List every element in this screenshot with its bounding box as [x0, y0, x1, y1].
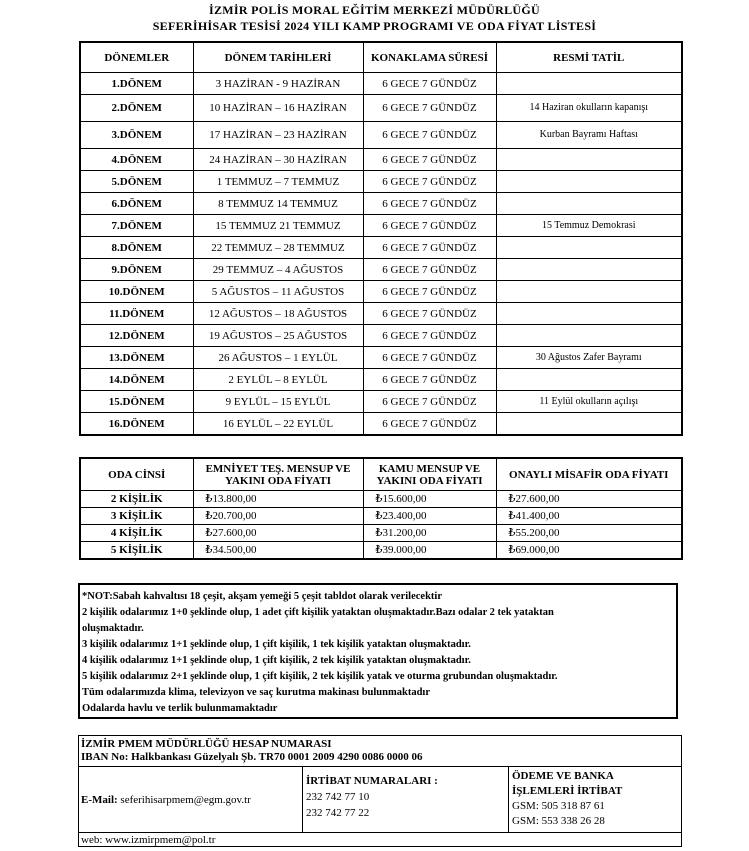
price-row	[80, 525, 682, 542]
note-line: 2 kişilik odalarımız 1+0 şeklinde olup, 1 adet çift kişilik yataktan oluşmaktadır.Bazı odalar 2 tek yataktan	[82, 607, 554, 618]
document-title-line2: SEFERİHİSAR TESİSİ 2024 YILI KAMP PROGRAMI VE ODA FİYAT LİSTESİ	[152, 19, 597, 33]
note-line: *NOT:Sabah kahvaltısı 18 çeşit, akşam yemeği 5 çeşit tabldot olarak verilecektir	[82, 591, 442, 602]
payment-contact-section	[508, 766, 681, 832]
period-name: 11.DÖNEM	[80, 303, 193, 325]
periods-col-header: KONAKLAMA SÜRESİ	[363, 42, 496, 73]
period-row	[80, 122, 682, 149]
room-prices-table	[79, 457, 683, 560]
note-line: Tüm odalarımızda klima, televizyon ve saç kurutma makinası bulunmaktadır	[82, 687, 430, 698]
payment-title: ÖDEME VE BANKA	[512, 770, 614, 782]
price-row	[80, 542, 682, 560]
period-holiday	[496, 369, 682, 391]
price-police: ₺13.800,00	[193, 491, 363, 508]
email-label: E-Mail:	[81, 794, 118, 806]
payment-title: İŞLEMLERİ İRTİBAT	[512, 785, 623, 797]
period-duration: 6 GECE 7 GÜNDÜZ	[363, 73, 496, 95]
period-holiday	[496, 237, 682, 259]
period-duration: 6 GECE 7 GÜNDÜZ	[363, 95, 496, 122]
prices-col-header: EMNİYET TEŞ. MENSUP VE YAKINI ODA FİYATI	[193, 458, 363, 491]
period-dates: 22 TEMMUZ – 28 TEMMUZ	[193, 237, 363, 259]
notes-box	[78, 583, 678, 719]
iban-text: IBAN No: Halkbankası Güzelyalı Şb. TR70 0001 2009 4290 0086 0000 06	[81, 751, 423, 763]
period-duration: 6 GECE 7 GÜNDÜZ	[363, 325, 496, 347]
period-name: 1.DÖNEM	[80, 73, 193, 95]
period-row	[80, 347, 682, 369]
period-holiday	[496, 413, 682, 436]
period-row	[80, 193, 682, 215]
period-dates: 8 TEMMUZ 14 TEMMUZ	[193, 193, 363, 215]
periods-col-header: DÖNEMLER	[80, 42, 193, 73]
period-holiday: 14 Haziran okulların kapanışı	[496, 95, 682, 122]
period-name: 16.DÖNEM	[80, 413, 193, 436]
period-name: 13.DÖNEM	[80, 347, 193, 369]
period-row	[80, 281, 682, 303]
period-dates: 3 HAZİRAN - 9 HAZİRAN	[193, 73, 363, 95]
prices-col-header: ODA CİNSİ	[80, 458, 193, 491]
period-row	[80, 237, 682, 259]
period-row	[80, 413, 682, 436]
period-holiday	[496, 149, 682, 171]
note-line: oluşmaktadır.	[82, 623, 144, 634]
email-link[interactable]: seferihisarpmem@egm.gov.tr	[120, 794, 251, 806]
period-duration: 6 GECE 7 GÜNDÜZ	[363, 193, 496, 215]
price-guest: ₺41.400,00	[496, 508, 682, 525]
period-name: 9.DÖNEM	[80, 259, 193, 281]
period-dates: 9 EYLÜL – 15 EYLÜL	[193, 391, 363, 413]
period-name: 12.DÖNEM	[80, 325, 193, 347]
period-row	[80, 215, 682, 237]
period-name: 7.DÖNEM	[80, 215, 193, 237]
period-duration: 6 GECE 7 GÜNDÜZ	[363, 369, 496, 391]
period-dates: 16 EYLÜL – 22 EYLÜL	[193, 413, 363, 436]
bank-account-section	[79, 736, 681, 766]
period-dates: 2 EYLÜL – 8 EYLÜL	[193, 369, 363, 391]
document-title-line1: İZMİR POLİS MORAL EĞİTİM MERKEZİ MÜDÜRLÜĞÜ	[209, 3, 540, 17]
period-name: 5.DÖNEM	[80, 171, 193, 193]
period-duration: 6 GECE 7 GÜNDÜZ	[363, 171, 496, 193]
period-holiday	[496, 281, 682, 303]
period-holiday	[496, 303, 682, 325]
room-type: 5 KİŞİLİK	[80, 542, 193, 560]
period-row	[80, 149, 682, 171]
phone-number[interactable]: 232 742 77 10	[306, 791, 370, 803]
period-duration: 6 GECE 7 GÜNDÜZ	[363, 303, 496, 325]
room-type: 4 KİŞİLİK	[80, 525, 193, 542]
period-holiday: 30 Ağustos Zafer Bayramı	[496, 347, 682, 369]
period-holiday	[496, 73, 682, 95]
price-row	[80, 508, 682, 525]
period-duration: 6 GECE 7 GÜNDÜZ	[363, 391, 496, 413]
period-name: 8.DÖNEM	[80, 237, 193, 259]
period-name: 6.DÖNEM	[80, 193, 193, 215]
period-dates: 24 HAZİRAN – 30 HAZİRAN	[193, 149, 363, 171]
period-dates: 12 AĞUSTOS – 18 AĞUSTOS	[193, 303, 363, 325]
period-dates: 10 HAZİRAN – 16 HAZİRAN	[193, 95, 363, 122]
period-name: 4.DÖNEM	[80, 149, 193, 171]
note-line: 5 kişilik odalarımız 2+1 şeklinde olup, 1 çift kişilik, 2 tek kişilik yatak ve oturma grubundan oluşmaktadır.	[82, 671, 558, 682]
period-holiday: 11 Eylül okulların açılışı	[496, 391, 682, 413]
period-row	[80, 171, 682, 193]
period-row	[80, 325, 682, 347]
price-row	[80, 491, 682, 508]
period-holiday	[496, 193, 682, 215]
period-duration: 6 GECE 7 GÜNDÜZ	[363, 281, 496, 303]
period-dates: 19 AĞUSTOS – 25 AĞUSTOS	[193, 325, 363, 347]
period-duration: 6 GECE 7 GÜNDÜZ	[363, 347, 496, 369]
room-type: 3 KİŞİLİK	[80, 508, 193, 525]
bank-title: İZMİR PMEM MÜDÜRLÜĞÜ HESAP NUMARASI	[81, 738, 332, 750]
phone-section	[302, 766, 508, 832]
note-line: Odalarda havlu ve terlik bulunmamaktadır	[82, 703, 278, 714]
price-guest: ₺27.600,00	[496, 491, 682, 508]
gsm-number[interactable]: GSM: 505 318 87 61	[512, 800, 605, 812]
period-holiday: Kurban Bayramı Haftası	[496, 122, 682, 149]
period-holiday: 15 Temmuz Demokrasi	[496, 215, 682, 237]
period-duration: 6 GECE 7 GÜNDÜZ	[363, 149, 496, 171]
period-row	[80, 303, 682, 325]
phones-title: İRTİBAT NUMARALARI :	[306, 775, 438, 787]
prices-col-header: KAMU MENSUP VE YAKINI ODA FİYATI	[363, 458, 496, 491]
price-public: ₺23.400,00	[363, 508, 496, 525]
periods-header-row	[80, 42, 682, 73]
period-row	[80, 259, 682, 281]
period-row	[80, 369, 682, 391]
price-police: ₺27.600,00	[193, 525, 363, 542]
periods-col-header: DÖNEM TARİHLERİ	[193, 42, 363, 73]
periods-col-header: RESMİ TATİL	[496, 42, 682, 73]
period-dates: 5 AĞUSTOS – 11 AĞUSTOS	[193, 281, 363, 303]
note-line: 4 kişilik odalarımız 1+1 şeklinde olup, 1 çift kişilik, 2 tek kişilik yataktan oluşmaktadır.	[82, 655, 471, 666]
period-dates: 29 TEMMUZ – 4 AĞUSTOS	[193, 259, 363, 281]
gsm-number[interactable]: GSM: 553 338 26 28	[512, 815, 605, 827]
contact-box	[78, 735, 682, 847]
prices-header-row	[80, 458, 682, 491]
website-link[interactable]: web: www.izmirpmem@pol.tr	[79, 832, 681, 847]
note-line: 3 kişilik odalarımız 1+1 şeklinde olup, 1 çift kişilik, 1 tek kişilik yataktan oluşmaktadır.	[82, 639, 471, 650]
price-public: ₺31.200,00	[363, 525, 496, 542]
period-row	[80, 391, 682, 413]
price-guest: ₺69.000,00	[496, 542, 682, 560]
period-name: 3.DÖNEM	[80, 122, 193, 149]
prices-col-header: ONAYLI MİSAFİR ODA FİYATI	[496, 458, 682, 491]
period-duration: 6 GECE 7 GÜNDÜZ	[363, 122, 496, 149]
camp-periods-table	[79, 41, 683, 436]
period-dates: 17 HAZİRAN – 23 HAZİRAN	[193, 122, 363, 149]
price-public: ₺15.600,00	[363, 491, 496, 508]
period-duration: 6 GECE 7 GÜNDÜZ	[363, 237, 496, 259]
phone-number[interactable]: 232 742 77 22	[306, 807, 370, 819]
period-name: 10.DÖNEM	[80, 281, 193, 303]
price-guest: ₺55.200,00	[496, 525, 682, 542]
period-name: 2.DÖNEM	[80, 95, 193, 122]
period-duration: 6 GECE 7 GÜNDÜZ	[363, 413, 496, 436]
period-dates: 1 TEMMUZ – 7 TEMMUZ	[193, 171, 363, 193]
period-holiday	[496, 259, 682, 281]
period-duration: 6 GECE 7 GÜNDÜZ	[363, 259, 496, 281]
period-duration: 6 GECE 7 GÜNDÜZ	[363, 215, 496, 237]
period-dates: 26 AĞUSTOS – 1 EYLÜL	[193, 347, 363, 369]
period-dates: 15 TEMMUZ 21 TEMMUZ	[193, 215, 363, 237]
period-name: 14.DÖNEM	[80, 369, 193, 391]
period-row	[80, 95, 682, 122]
period-row	[80, 73, 682, 95]
price-police: ₺20.700,00	[193, 508, 363, 525]
price-public: ₺39.000,00	[363, 542, 496, 560]
period-holiday	[496, 325, 682, 347]
price-police: ₺34.500,00	[193, 542, 363, 560]
period-name: 15.DÖNEM	[80, 391, 193, 413]
room-type: 2 KİŞİLİK	[80, 491, 193, 508]
period-holiday	[496, 171, 682, 193]
email-section	[79, 766, 302, 832]
